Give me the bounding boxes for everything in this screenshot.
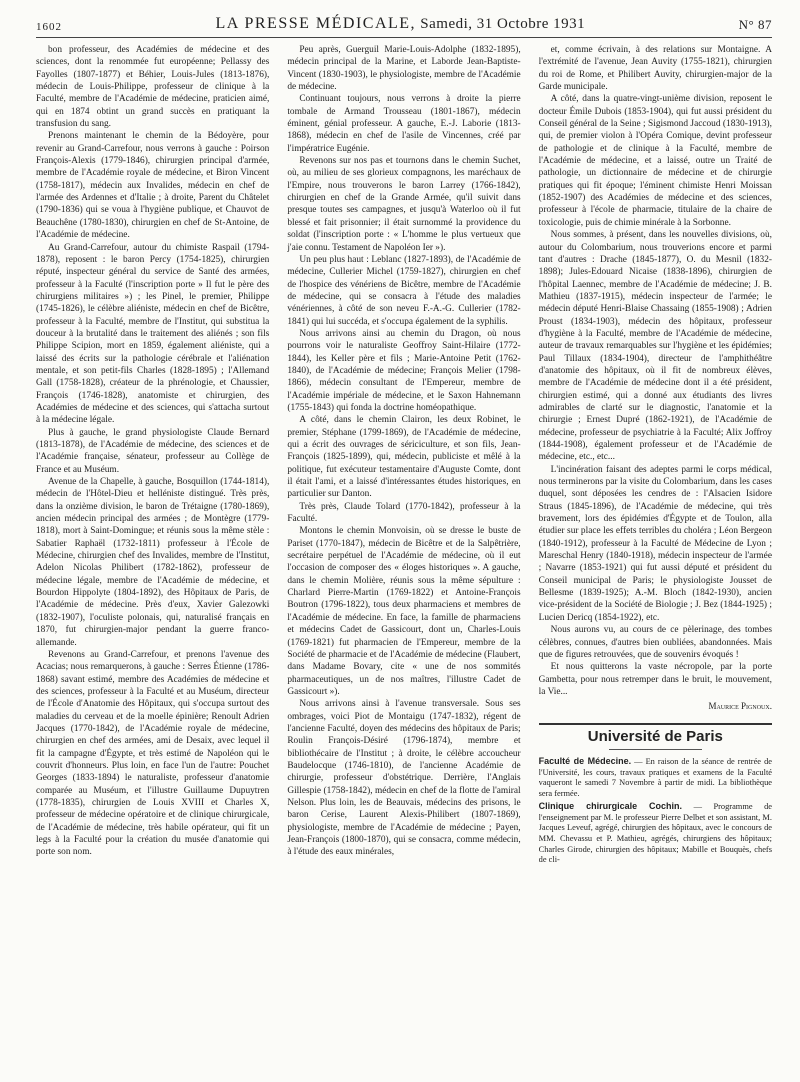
university-news bbox=[539, 756, 772, 866]
paragraph: Avenue de la Chapelle, à gauche, Bosquillon (1744-1814), médecin de l'Hôtel-Dieu et helléniste distingué. Très près, dans la onzième division, le baron de Trétaigne (1780-1869), ancien médecin principal des armées ; de Montègre (1779-1818), mort à Saint-Domingue; et réunis sous la même stèle : Sabatier Raphaël (1732-1811) professeur à l'École de Médecine, chirurgien chef des Invalides, membre de l'Institut, Adelon Nicolas Philibert (1782-1862), professeur de médecine légale, membre de l'Académie de médecine, et Bourdon Hippolyte (1804-1892), des Hôpitaux de Paris, de l'Académie de médecine. Près d'eux, Xavier Galezowki (1832-1907), l'oculiste polonais, qui, naturalisé français en 1870, fut chirurgien-major pendant la guerre franco-allemande. bbox=[36, 477, 270, 648]
paragraph: Nous arrivons ainsi au chemin du Dragon, où nous pourrons voir le naturaliste Geoffroy Saint-Hilaire (1772-1844), les Keller père et fils ; Marie-Antoine Petit (1762-1840), de l'Académie de médecine; François Melier (1798-1866), médecin consultant de l'Empereur, membre de l'Académie impériale de médecine, et le Saxon Hahnemann (1755-1843) qui fonda la doctrine homéopathique. bbox=[287, 328, 521, 413]
paragraph: Peu après, Guerguil Marie-Louis-Adolphe (1832-1895), médecin principal de la Marine, et Laborde Jean-Baptiste-Vincent (1830-1903), le physiologiste, membre de l'Académie de médecine. bbox=[287, 45, 521, 93]
paragraph: Prenons maintenant le chemin de la Bédoyère, pour revenir au Grand-Carrefour, nous verrons à gauche : Poirson François-Alexis (1779-1846), chirurgien principal d'armée, membre de l'Académie royale de médecine, et Biron Vincent (1758-1817), médecin aux Invalides, médecin en chef de l'armée des Ardennes et d'Italie ; à droite, Parent du Châtelet (1790-1836) qui se voua à l'hygiène publique, et Chauvot de Beauchêne (1780-1830), chirurgien en chef de St-Antoine, de l'Académie de médecine. bbox=[36, 131, 270, 241]
paragraph: Revenons sur nos pas et tournons dans le chemin Suchet, où, au milieu de ses glorieux compagnons, les maréchaux de l'Empire, nous trouverons le baron Larrey (1766-1842), chirurgien en chef de la Grande Armée, qu'il suivit dans presque toutes ses campagnes, et jusqu'à Waterloo où il fut blessé et fait prisonnier; il était surnommé la providence du soldat (l'inscription porte : « L'homme le plus vertueux que j'aie connu. Testament de Napoléon Ier »). bbox=[287, 156, 521, 253]
paragraph: Revenons au Grand-Carrefour, et prenons l'avenue des Acacias; nous remarquerons, à gauche : Serres Étienne (1786-1868) savant estimé, membre des Académies de médecine et des sciences, professeur à la Faculté et au Muséum, directeur de l'École d'Anatomie des Hôpitaux, qui s'occupa surtout des maladies du cerveau et de la moelle épinière; Renoult Adrien Jacques (1770-1842), de l'Académie royale de médecine, chirurgien en chef des armées, ami de Desaix, avec lequel il fit la campagne d'Égypte, et très estimé de Napoléon qui le couvrit d'honneurs. Plus loin, en face l'un de l'autre: Pouchet Georges (1833-1894) le naturaliste, professeur d'anatomie comparée au Muséum, et l'illustre Guillaume Dupuytren (1778-1835), chirurgien de Louis XVIII et Charles X, professeur de médecine opératoire et de clinique chirurgicale, de l'Académie de médecine, très habile opérateur, qui fit un legs à la Faculté pour la création du musée d'anatomie qui porte son nom. bbox=[36, 649, 270, 858]
paragraph: Continuant toujours, nous verrons à droite la pierre tombale de Armand Trousseau (1801-1867), médecin éminent, génial professeur. A gauche, E.-J. Laborie (1813-1868), médecin en chef de l'asile de Vincennes, créé par l'impératrice Eugénie. bbox=[287, 94, 521, 154]
news-item-text: — Programme de l'enseignement par M. le professeur Pierre Delbet et son assistant, M. Jacques Leveuf, agrégé, chirurgien des hôpitaux, avec le concours de MM. Chevassu et P. Mathieu, agrégés, chirurgiens des hôpitaux; Charles Girode, chirurgien des hôpitaux; Mabille et Bouquès, chefs de cli- bbox=[538, 802, 772, 865]
news-item bbox=[539, 756, 772, 799]
issue-date: Samedi, 31 Octobre 1931 bbox=[420, 16, 586, 32]
paragraph: Montons le chemin Monvoisin, où se dresse le buste de Pariset (1770-1847), médecin de Bicêtre et de la Salpêtrière, secrétaire perpétuel de l'Académie de médecine, où il eut l'occasion de composer des « éloges historiques ». A gauche, dans le chemin Molière, réunis sous la même sépulture : Charlard Pierre-Martin (1769-1822) et Antoine-François Boutron (1796-1822), tous deux pharmaciens et membres de l'Académie de médecine. En face, la famille de pharmaciens et médecins Cadet de Gassicourt, dont un, Charles-Louis (1769-1821) fut pharmacien de l'Empereur, membre de la Société de pharmacie et de l'Académie de médecine (Flaubert, dans Madame Bovary, cite « une de nos sommités pharmaceutiques, un de nos maîtres, l'illustre Cadet de Gassicourt »). bbox=[287, 526, 521, 697]
section-title-rule bbox=[609, 749, 702, 750]
paragraph: L'incinération faisant des adeptes parmi le corps médical, nous terminerons par la visite du Colombarium, dans les cases duquel, sont déposées les cendres de : l'Alsacien Isidore Straus (1845-1896), de l'Académie de médecine, qui très bravement, lors des épidémies d'Égypte et de Toulon, alla étudier sur place les effets terribles du choléra ; Léon Bergeon (1840-1912), professeur à la Faculté de Médecine de Lyon ; Mareschal Henry (1840-1918), médecin inspecteur de l'armée ; Navarre (1853-1921) qui fut aussi député et président du Conseil municipal de Paris; le physiologiste Jousset de Bellesme (1839-1925); A.-M. Bloch (1842-1930), ancien vice-président de la Société de Biologie ; J. Bez (1844-1925) ; Lucien Dericq (1854-1922), etc. bbox=[538, 464, 772, 623]
column-2 bbox=[287, 44, 520, 1066]
column-1 bbox=[36, 44, 269, 1066]
paragraph: Et nous quitterons la vaste nécropole, par la porte Gambetta, pour nous retremper dans le bruit, le mouvement, la Vie... bbox=[538, 662, 772, 697]
paragraph: A côté, dans le chemin Clairon, les deux Robinet, le premier, Stéphane (1799-1869), de l'Académie de médecine, qui a écrit des ouvrages de sériciculture, et son fils, Jean-François (1825-1899), qui, médecin, publiciste et mêlé à la politique, fut exécuteur testamentaire d'Auguste Comte, dont il était l'ami, et a laissé d'intéressantes études historiques, en particulier sur Danton. bbox=[287, 415, 521, 500]
section-divider bbox=[539, 723, 772, 725]
author-signature: Maurice Pignoux. bbox=[708, 701, 772, 712]
page-header bbox=[36, 0, 772, 38]
issue-number: N° 87 bbox=[738, 17, 772, 32]
news-item-text: — En raison de la séance de rentrée de l'Université, les cours, travaux pratiques et examens de la Faculté vaqueront le samedi 7 Novembre à partir de midi. La bibliothèque sera fermée. bbox=[538, 756, 772, 798]
paragraph: et, comme écrivain, à des relations sur Montaigne. A l'extrémité de l'avenue, Jean Auvity (1755-1821), chirurgien du roi de Rome, et Philibert Auvity, chirurgien-major de la Garde municipale. bbox=[538, 45, 772, 93]
paragraph: Nous aurons vu, au cours de ce pèlerinage, des tombes célèbres, connues, d'autres bien oubliées, abandonnées. Mais que de figures retrouvées, que de souvenirs évoqués ! bbox=[538, 625, 772, 660]
column-3 bbox=[539, 44, 772, 1066]
news-item-label: Faculté de Médecine. bbox=[538, 755, 632, 766]
journal-title-line bbox=[216, 15, 586, 33]
paragraph: Très près, Claude Tolard (1770-1842), professeur à la Faculté. bbox=[287, 501, 521, 525]
news-item-label: Clinique chirurgicale Cochin. bbox=[538, 801, 683, 812]
paragraph: Nous sommes, à présent, dans les nouvelles divisions, où, autour du Colombarium, nous trouverions encore et parmi tant d'autres : Drache (1845-1877), O. du Mesnil (1832-1898); Jules-Edouard Nicaise (1838-1896), chirurgien de l'hôpital Laennec, membre de l'Académie de médecine; J. B. Mathieu (1837-1915), médecin inspecteur de l'armée; le médecin député Henri-Blaise Chassaing (1855-1908) ; Adrien Proust (1834-1903), médecin des hôpitaux, professeur d'hygiène à la Faculté, membre de l'Académie de médecine, auteur de travaux remarquables sur l'hygiène et les épidémies; Paul Tillaux (1834-1904), directeur de l'amphithéâtre d'anatomie des hôpitaux, où il fit de nombreux élèves, membre de l'Académie de médecine dont il a été président, chirurgien estimé, qui a donné aux étudiants des livres admirables de clarté sur le diagnostic, l'anatomie et la chirurgie ; Ernest Dupré (1862-1921), de l'Académie de médecine, professeur de psychiatrie à la Faculté; Alix Joffroy (1844-1908), également professeur et de l'Académie de médecine, etc., etc... bbox=[538, 230, 772, 463]
paragraph: Un peu plus haut : Leblanc (1827-1893), de l'Académie de médecine, Cullerier Michel (1759-1827), chirurgien en chef de l'hospice des vénériens de Bicêtre, membre de l'Académie de médecine, qui se consacra à l'étude des maladies vénériennes, à côté de son neveu F.-A.-G. Cullerier (1782-1841) qui lui succéda, et s'occupa également de la syphilis. bbox=[287, 254, 521, 327]
paragraph: A côté, dans la quatre-vingt-unième division, reposent le docteur Émile Dubois (1853-1904), qui fut aussi président du Conseil général de la Seine ; Sigismond Jaccoud (1830-1913), qui, de premier violon à l'Opéra Comique, devint professeur de pathologie et de clinique à la Faculté, membre de l'Académie de médecine, et a laissé, outre un Traité de pathologie, un dictionnaire de médecine et de chirurgie pratiques qui fit époque; l'éminent chimiste Henri Moissan (1852-1907) des Académies de médecine et des sciences, professeur à l'école de pharmacie, titulaire de la chaire de toxicologie, puis de chimie minérale à la Sorbonne. bbox=[538, 94, 772, 228]
journal-title: LA PRESSE MÉDICALE, bbox=[215, 15, 417, 32]
article-columns bbox=[36, 44, 772, 1066]
paragraph: Nous arrivons ainsi à l'avenue transversale. Sous ses ombrages, voici Piot de Montaigu (1747-1832), régent de l'ancienne Faculté, doyen des médecins des hôpitaux de Paris; Roulin François-Désiré (1796-1874), membre et bibliothécaire de l'Institut ; à droite, le célèbre accoucheur Baudelocque (1746-1810), de l'ancienne Académie de chirurgie, professeur d'obstétrique. Derrière, l'Anglais Gillespie (1758-1842), médecin en chef de la flotte de l'amiral Nelson. Plus loin, les de Beauvais, médecins des prisons, le baron Cerise, Laurent Alexis-Philibert (1807-1869), physiologiste, membre de l'Académie de médecine ; Payen, Jean-François (1800-1870), qui se consacra, comme médecin, à l'étude des eaux minérales, bbox=[287, 699, 521, 858]
news-item bbox=[539, 801, 772, 866]
paragraph: Plus à gauche, le grand physiologiste Claude Bernard (1813-1878), de l'Académie de médecine, des sciences et de l'Académie française, sénateur, professeur au Collège de France et au Muséum. bbox=[36, 427, 270, 475]
section-title: Université de Paris bbox=[587, 727, 723, 745]
column-3-body bbox=[539, 44, 772, 698]
paragraph: Au Grand-Carrefour, autour du chimiste Raspail (1794-1878), reposent : le baron Percy (1754-1825), chirurgien réputé, inspecteur général du service de Santé des armées, professeur à la Faculté (l'inscription porte » Il fut le père des chirurgiens militaires ») ; les Pinel, le premier, Philippe (1745-1826), le célèbre aliéniste, médecin en chef de Bicêtre, professeur à la Faculté, membre de l'Institut, qui substitua la douceur à la brutalité dans le traitement des aliénés ; son fils Philippe Scipion, mort en 1859, également aliéniste, qui a laissé des écrits sur la pathologie cérébrale et l'aliénation mentale, et son petit-fils Charles (1828-1895) ; l'Allemand Gall (1758-1828), créateur de la phrénologie, et Chaussier, François (1746-1828), anatomiste et chirurgien, des Académies de médecine et des sciences, qui s'attacha surtout à la médecine légale. bbox=[36, 242, 270, 426]
page-number: 1602 bbox=[36, 21, 62, 33]
paragraph: bon professeur, des Académies de médecine et des sciences, dont la renommée fut européenne; Pellassy des Fayolles (1807-1877) et Béhier, Louis-Jules (1813-1876), médecin de Louis-Philippe, professeur de clinique à la Faculté, membre de l'Académie de médecine, praticien aimé, qui en 1874 obtint un grand succès en pratiquant la transfusion du sang. bbox=[36, 45, 270, 130]
